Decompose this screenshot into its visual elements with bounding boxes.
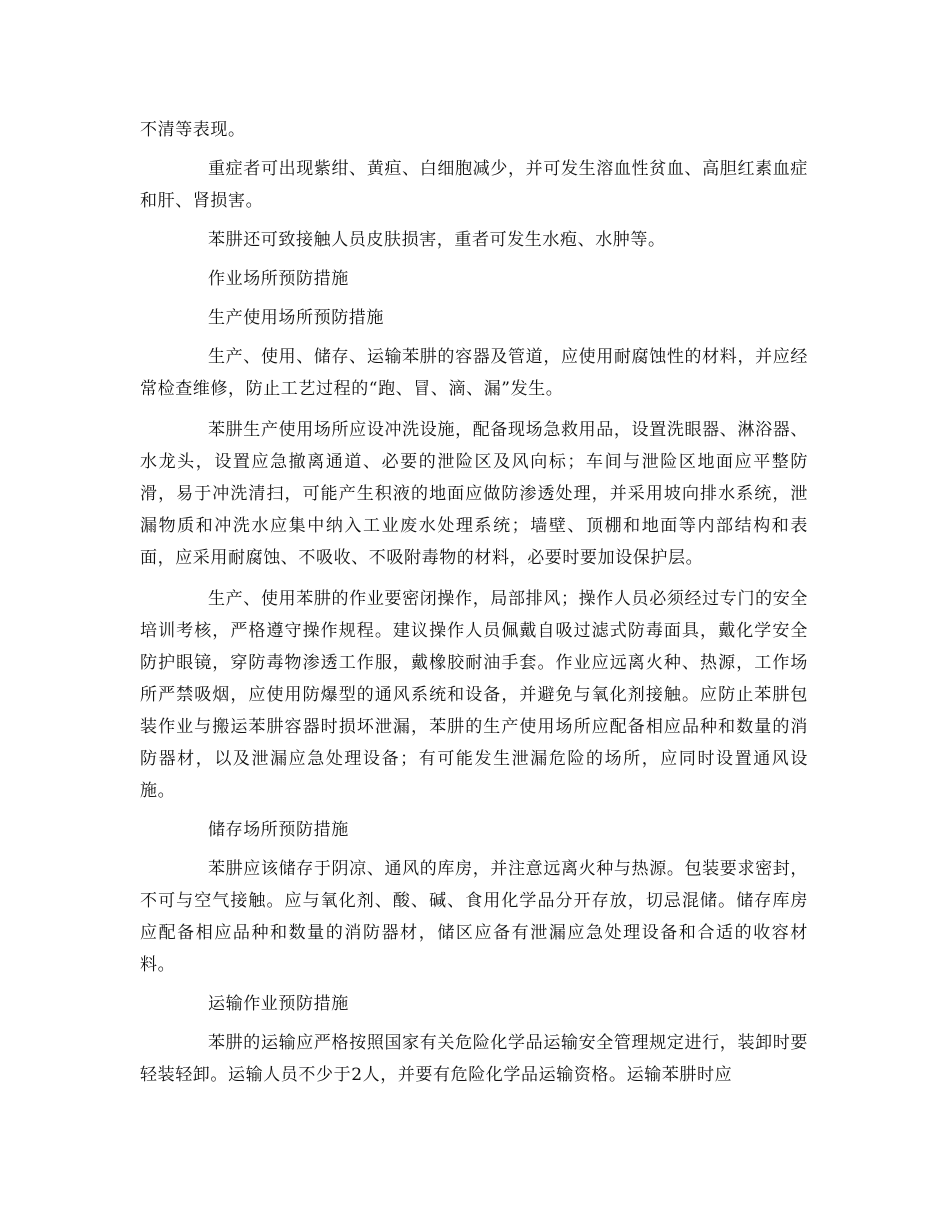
body-paragraph: 苯肼还可致接触人员皮肤损害，重者可发生水疱、水肿等。 [208, 230, 666, 250]
document-page [140, 114, 808, 1091]
body-paragraph: 苯肼生产使用场所应设冲洗设施，配备现场急救用品，设置洗眼器、淋浴器、水龙头，设置应急撤离通道、必要的泄险区及风向标；车间与泄险区地面应平整防滑，易于冲洗清扫，可能产生积液的地面应做防渗透处理，并采用坡向排水系统，泄漏物质和冲洗水应集中纳入工业废水处理系统；墙壁、顶棚和地面等内部结构和表面，应采用耐腐蚀、不吸收、不吸附毒物的材料，必要时要加设保护层。 [140, 420, 808, 568]
subsection-heading: 运输作业预防措施 [208, 994, 349, 1014]
body-paragraph: 苯肼应该储存于阴凉、通风的库房，并注意远离火种与热源。包装要求密封，不可与空气接触。应与氧化剂、酸、碱、食用化学品分开存放，切忌混储。储存库房应配备相应品种和数量的消防器材，储区应备有泄漏应急处理设备和合适的收容材料。 [140, 859, 808, 975]
section-heading: 作业场所预防措施 [208, 269, 349, 289]
body-paragraph: 苯肼的运输应严格按照国家有关危险化学品运输安全管理规定进行，装卸时要轻装轻卸。运输人员不少于2人，并要有危险化学品运输资格。运输苯肼时应 [140, 1033, 808, 1085]
body-paragraph: 重症者可出现紫绀、黄疸、白细胞减少，并可发生溶血性贫血、高胆红素血症和肝、肾损害。 [140, 159, 808, 211]
body-paragraph: 不清等表现。 [140, 120, 246, 140]
body-paragraph: 生产、使用苯肼的作业要密闭操作，局部排风；操作人员必须经过专门的安全培训考核，严格遵守操作规程。建议操作人员佩戴自吸过滤式防毒面具，戴化学安全防护眼镜，穿防毒物渗透工作服，戴橡胶耐油手套。作业应远离火种、热源，工作场所严禁吸烟，应使用防爆型的通风系统和设备，并避免与氧化剂接触。应防止苯肼包装作业与搬运苯肼容器时损坏泄漏，苯肼的生产使用场所应配备相应品种和数量的消防器材，以及泄漏应急处理设备；有可能发生泄漏危险的场所，应同时设置通风设施。 [140, 589, 808, 801]
subsection-heading: 生产使用场所预防措施 [208, 308, 384, 328]
body-paragraph: 生产、使用、储存、运输苯肼的容器及管道，应使用耐腐蚀性的材料，并应经常检查维修，防止工艺过程的“跑、冒、滴、漏”发生。 [140, 347, 808, 399]
subsection-heading: 储存场所预防措施 [208, 820, 349, 840]
